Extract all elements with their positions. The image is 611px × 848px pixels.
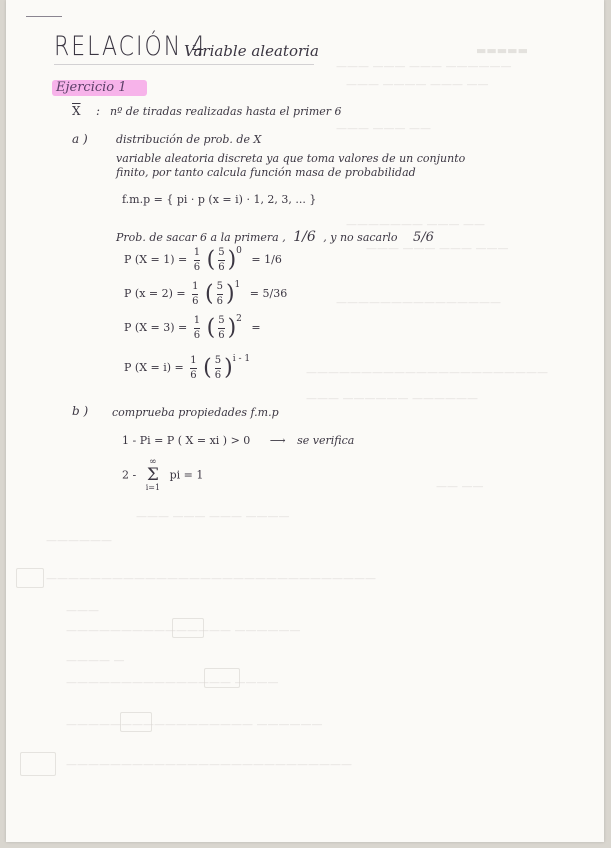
bleed-through-text: ——— —————— —————— bbox=[306, 392, 478, 405]
exercise-label: Ejercicio 1 bbox=[56, 80, 127, 95]
bleed-through-text: ———— — bbox=[66, 654, 125, 667]
bleed-through-text: —————————————————————————— bbox=[66, 758, 352, 771]
bleed-through-box bbox=[20, 752, 56, 776]
bleed-through-text: ——————————————— bbox=[336, 296, 501, 309]
property-2: 2 - ∞ Σ i=1 pi = 1 bbox=[122, 457, 204, 492]
bleed-through-text: ——————————————— —————— bbox=[66, 624, 301, 637]
property-1: 1 - Pi = P ( X = xi ) > 0 ⟶ se verifica bbox=[122, 434, 355, 447]
part-b-marker: b ) bbox=[72, 404, 89, 418]
prob-intro: Prob. de sacar 6 a la primera , 1/6 , y no sacarlo 5/6 bbox=[116, 229, 434, 245]
bleed-through-box bbox=[204, 668, 240, 688]
part-a-line-1: variable aleatoria discreta ya que toma valores de un conjunto bbox=[116, 152, 466, 165]
bleed-through-text: ——— ———— ——— —— bbox=[346, 78, 489, 91]
bleed-through-text: —————————————————————— bbox=[306, 366, 548, 379]
bleed-through-text: ——— ——— ——— ———— bbox=[136, 510, 290, 523]
bleed-through-text: —————— bbox=[46, 534, 112, 547]
equation-row: P (X = i) = $\frac{1}{6}$ ( $\frac{5}{6}$ )$^{i - 1}$ bbox=[124, 354, 251, 381]
random-variable-symbol: $\overline{X}$ bbox=[72, 104, 81, 118]
bleed-through-text: ▬▬▬▬▬ bbox=[476, 44, 528, 57]
equation-row: P (X = 3) = $\frac{1}{6}$ ( $\frac{5}{6}$ )$^2$ = bbox=[124, 314, 261, 341]
part-a-line-2: finito, por tanto calcula función masa de probabilidad bbox=[116, 166, 416, 179]
bleed-through-text: ——————— ——— —— bbox=[346, 218, 485, 231]
bleed-through-text: ——————————————— ———— bbox=[66, 676, 279, 689]
bleed-through-text: ——— ——— ——— ——— bbox=[366, 242, 509, 255]
notebook-page bbox=[6, 0, 604, 842]
part-a-heading: distribución de prob. de X bbox=[116, 133, 262, 146]
part-a-marker: a ) bbox=[72, 132, 88, 146]
bleed-through-text: —— —— bbox=[436, 480, 484, 493]
bleed-through-text: ——— ——— ——— —————— bbox=[336, 60, 512, 73]
part-b-heading: comprueba propiedades f.m.p bbox=[112, 406, 279, 419]
arrow-icon: ⟶ bbox=[269, 434, 286, 447]
definition-separator: : bbox=[96, 104, 101, 118]
title-underline bbox=[54, 64, 314, 65]
bleed-through-text: —————————————————————————————— bbox=[46, 572, 376, 585]
equation-row: P (x = 2) = $\frac{1}{6}$ ( $\frac{5}{6}$ )$^1$ = 5/36 bbox=[124, 280, 288, 307]
bleed-through-text: ——— ——— —— bbox=[336, 122, 431, 135]
fmp-definition: f.m.p = { pi · p (x = i) · 1, 2, 3, ... } bbox=[122, 193, 317, 206]
bleed-through-box bbox=[16, 568, 44, 588]
top-rule bbox=[26, 16, 62, 17]
bleed-through-text: ——— bbox=[66, 604, 99, 617]
page-title: RELACIÓN 4 bbox=[54, 32, 208, 62]
definition-text: nº de tiradas realizadas hasta el primer 6 bbox=[110, 105, 342, 118]
page-subtitle: Variable aleatoria bbox=[184, 42, 319, 60]
equation-row: P (X = 1) = $\frac{1}{6}$ ( $\frac{5}{6}$ )$^0$ = 1/6 bbox=[124, 246, 282, 273]
bleed-through-box bbox=[172, 618, 204, 638]
bleed-through-box bbox=[120, 712, 152, 732]
bleed-through-text: ————————————————— —————— bbox=[66, 718, 323, 731]
